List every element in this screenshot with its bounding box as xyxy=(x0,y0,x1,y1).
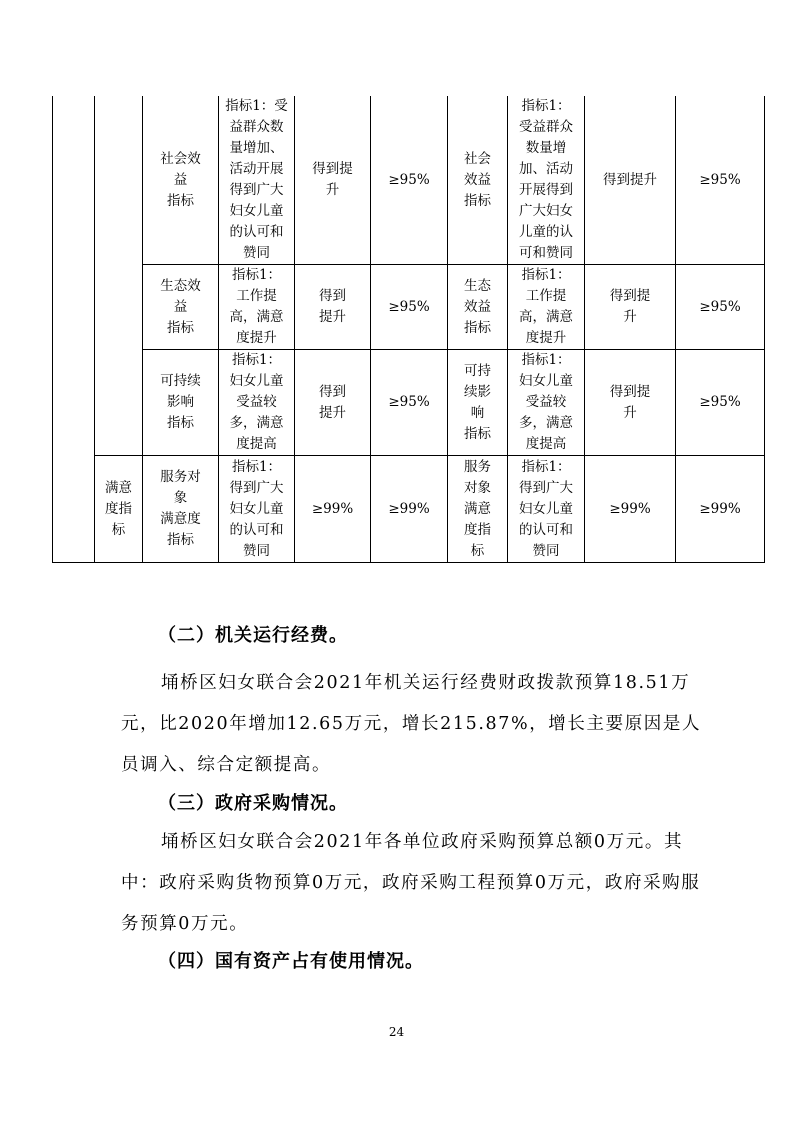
indicator-cell: 指标1： 得到广大 妇女儿童 的认可和 赞同 xyxy=(508,456,585,563)
section-heading: （四）国有资产占有使用情况。 xyxy=(158,951,424,972)
percent-cell: ≥99% xyxy=(676,456,765,563)
group-indicator-cell: 满意 度指 标 xyxy=(95,456,143,563)
percent-cell: ≥95% xyxy=(676,96,765,265)
value-cell: 得到 提升 xyxy=(295,265,371,350)
percent-cell: ≥95% xyxy=(371,350,448,456)
percent-cell: ≥99% xyxy=(371,456,448,563)
blank-cell xyxy=(95,96,143,456)
percent-cell: ≥95% xyxy=(676,265,765,350)
sub-indicator-cell: 生态效 益 指标 xyxy=(143,265,219,350)
body-paragraph: 埇桥区妇女联合会2021年各单位政府采购预算总额0万元。其中：政府采购货物预算0万元，政府采购工程预算0万元，政府采购服务预算0万元。 xyxy=(121,832,701,934)
blank-cell xyxy=(53,96,95,563)
indicator-cell: 指标1： 妇女儿童 受益较 多，满意 度提高 xyxy=(508,350,585,456)
section-heading: （三）政府采购情况。 xyxy=(158,793,348,814)
sub-indicator-cell: 服务对 象 满意度 指标 xyxy=(143,456,219,563)
percent-cell: ≥95% xyxy=(676,350,765,456)
indicator-cell: 指标1： 受益群众 数量增 加、活动 开展得到 广大妇女 儿童的认 可和赞同 xyxy=(508,96,585,265)
sub-indicator-cell: 社会效 益 指标 xyxy=(143,96,219,265)
indicator-cell: 指标1： 得到广大 妇女儿童 的认可和 赞同 xyxy=(219,456,295,563)
indicator-cell: 指标1：受 益群众数 量增加、 活动开展 得到广大 妇女儿童 的认可和 赞同 xyxy=(219,96,295,265)
indicator-cell: 指标1： 妇女儿童 受益较 多，满意 度提高 xyxy=(219,350,295,456)
sub-indicator-cell: 服务 对象 满意 度指 标 xyxy=(448,456,508,563)
percent-cell: ≥95% xyxy=(371,96,448,265)
body-paragraph: 埇桥区妇女联合会2021年机关运行经费财政拨款预算18.51万元，比2020年增加12.65万元，增长215.87%，增长主要原因是人员调入、综合定额提高。 xyxy=(121,673,702,775)
percent-cell: ≥95% xyxy=(371,265,448,350)
section-heading: （二）机关运行经费。 xyxy=(158,625,348,646)
value-cell: 得到提升 xyxy=(585,96,676,265)
sub-indicator-cell: 社会 效益 指标 xyxy=(448,96,508,265)
table-row xyxy=(53,350,765,456)
value-cell: 得到提 升 xyxy=(295,96,371,265)
indicator-cell: 指标1： 工作提 高，满意 度提升 xyxy=(219,265,295,350)
table-row xyxy=(53,96,765,265)
value-cell: ≥99% xyxy=(585,456,676,563)
sub-indicator-cell: 生态 效益 指标 xyxy=(448,265,508,350)
indicator-cell: 指标1： 工作提 高，满意 度提升 xyxy=(508,265,585,350)
sub-indicator-cell: 可持续 影响 指标 xyxy=(143,350,219,456)
table-row xyxy=(53,456,765,563)
value-cell: 得到 提升 xyxy=(295,350,371,456)
value-cell: 得到提 升 xyxy=(585,265,676,350)
page-number: 24 xyxy=(388,1025,405,1039)
performance-table xyxy=(52,96,765,563)
value-cell: ≥99% xyxy=(295,456,371,563)
table-row xyxy=(53,265,765,350)
sub-indicator-cell: 可持 续影 响 指标 xyxy=(448,350,508,456)
value-cell: 得到提 升 xyxy=(585,350,676,456)
